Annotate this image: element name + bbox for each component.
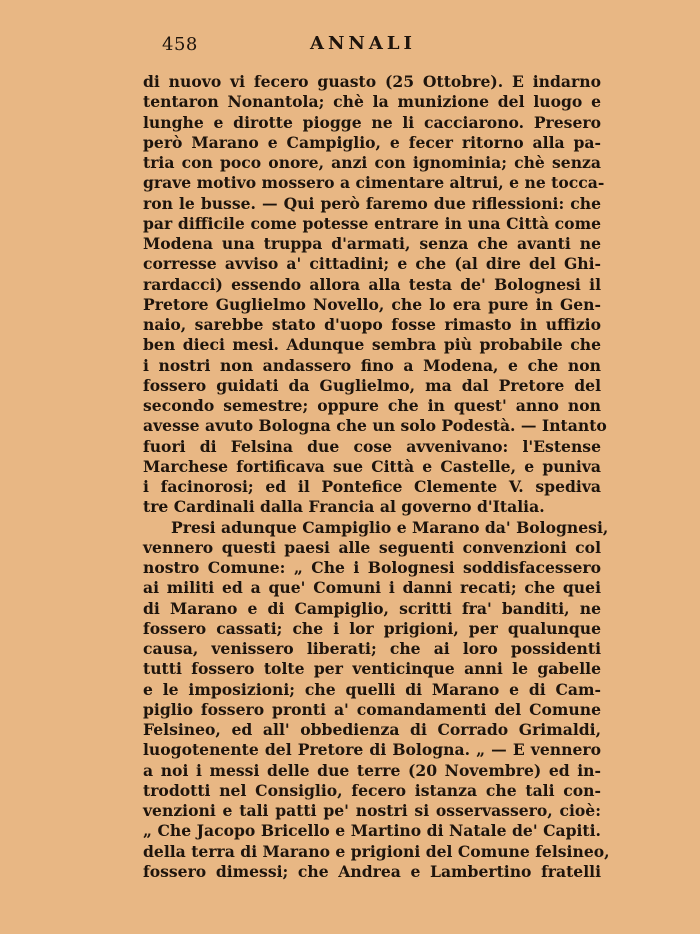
text-line: di Marano e di Campiglio, scritti fra' banditi, ne: [143, 598, 601, 618]
text-line: Presi adunque Campiglio e Marano da' Bolognesi,: [171, 517, 609, 537]
text-line: Modena una truppa d'armati, senza che avanti ne: [143, 234, 601, 253]
running-head: ANNALI: [310, 33, 416, 54]
body-text: [143, 72, 610, 882]
text-line: tentaron Nonantola; chè la munizione del luogo e: [143, 92, 601, 112]
text-line: trodotti nel Consiglio, fecero istanza che tali con-: [143, 780, 601, 800]
text-line: luogotenente del Pretore di Bologna. „ — E vennero: [143, 740, 601, 760]
text-line: „ Che Jacopo Bricello e Martino di Natale de' Capiti.: [143, 821, 601, 841]
text-line: ron le busse. — Qui però faremo due riflessioni: che: [143, 193, 601, 213]
text-line: Pretore Guglielmo Novello, che lo era pure in Gen-: [143, 294, 601, 314]
text-line: nostro Comune: „ Che i Bolognesi soddisfacessero: [143, 558, 601, 577]
text-line: fossero cassati; che i lor prigioni, per qualunque: [143, 618, 601, 638]
text-line: causa, venissero liberati; che ai loro possidenti: [143, 639, 601, 658]
text-line: naio, sarebbe stato d'uopo fosse rimasto in uffizio: [143, 315, 601, 334]
text-line: corresse avviso a' cittadini; e che (al dire del Ghi-: [143, 254, 601, 274]
text-line: piglio fossero pronti a' comandamenti del Comune: [143, 699, 601, 719]
text-line: Marchese fortificava sue Città e Castelle, e puniva: [143, 456, 601, 476]
text-line: i nostri non andassero fino a Modena, e che non: [143, 355, 601, 375]
text-line: par difficile come potesse entrare in una Città come: [143, 213, 601, 233]
text-line: a noi i messi delle due terre (20 Novembre) ed in-: [143, 760, 601, 780]
text-line: grave motivo mossero a cimentare altrui, e ne tocca-: [143, 173, 605, 193]
text-line: fossero guidati da Guglielmo, ma dal Pretore del: [143, 375, 601, 395]
text-line: i facinorosi; ed il Pontefice Clemente V. spediva: [143, 477, 601, 496]
text-line: fossero dimessi; che Andrea e Lambertino fratelli: [143, 861, 601, 881]
paragraph: [143, 72, 607, 518]
text-line: Felsineo, ed all' obbedienza di Corrado Grimaldi,: [143, 720, 601, 739]
text-line: della terra di Marano e prigioni del Comune felsineo,: [143, 841, 610, 861]
page-number: 458: [162, 34, 198, 55]
text-line: avesse avuto Bologna che un solo Podestà. — Intanto: [143, 416, 607, 436]
text-line: ben dieci mesi. Adunque sembra più probabile che: [143, 335, 601, 355]
text-line: tutti fossero tolte per venticinque anni le gabelle: [143, 659, 601, 679]
text-line: tria con poco onore, anzi con ignominia; chè senza: [143, 153, 601, 172]
text-line: e le imposizioni; che quelli di Marano e di Cam-: [143, 679, 601, 699]
text-line: però Marano e Campiglio, e fecer ritorno alla pa-: [143, 132, 601, 152]
text-line: venzioni e tali patti pe' nostri si osservassero, cioè:: [143, 801, 601, 820]
text-line: ai militi ed a que' Comuni i danni recati; che quei: [143, 578, 601, 598]
text-line: lunghe e dirotte piogge ne li cacciarono. Presero: [143, 112, 601, 132]
text-line: rardacci) essendo allora alla testa de' Bolognesi il: [143, 274, 601, 294]
text-line: fuori di Felsina due cose avvenivano: l'Estense: [143, 436, 601, 456]
text-line: vennero questi paesi alle seguenti convenzioni col: [143, 537, 601, 557]
text-line: secondo semestre; oppure che in quest' anno non: [143, 396, 601, 415]
text-line: tre Cardinali dalla Francia al governo d'Italia.: [143, 497, 545, 517]
paragraph: [143, 517, 610, 883]
text-line: di nuovo vi fecero guasto (25 Ottobre). E indarno: [143, 72, 601, 91]
